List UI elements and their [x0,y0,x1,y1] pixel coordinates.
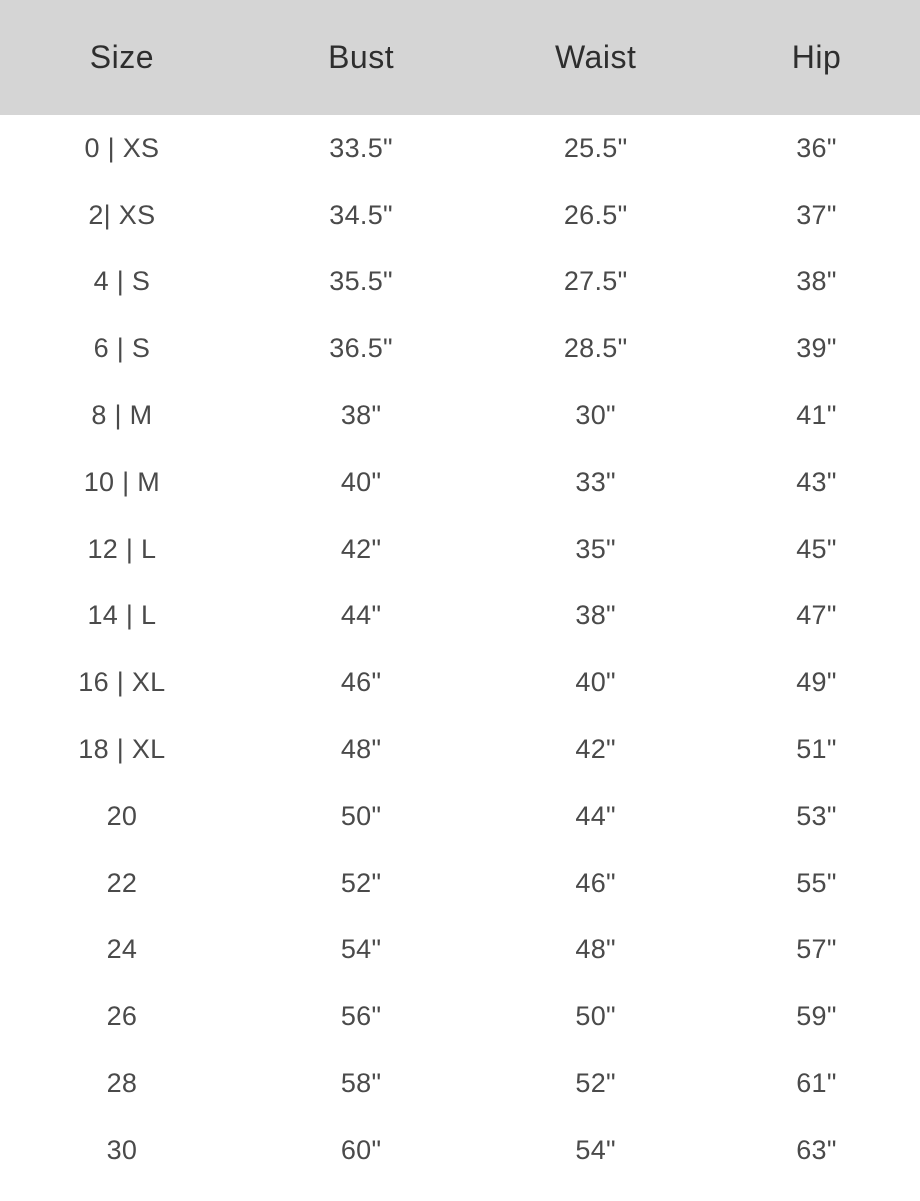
table-row [0,315,920,382]
cell-size: 24 [106,934,138,965]
cell-waist: 46" [575,867,616,898]
cell-waist: 26.5" [563,199,628,230]
cell-hip: 53" [796,800,837,831]
cell-waist: 38" [575,600,616,631]
cell-bust: 44" [340,600,382,631]
column-header-size: Size [89,39,155,75]
cell-size: 10 | M [83,466,161,497]
table-row [0,649,920,716]
cell-bust: 40" [340,466,382,497]
table-row [0,583,920,650]
table-row [0,1117,920,1184]
table-row [0,917,920,984]
cell-bust: 48" [340,734,382,765]
cell-size: 6 | S [93,333,151,364]
cell-bust: 38" [340,400,382,431]
cell-bust: 60" [340,1134,382,1165]
table-row [0,382,920,449]
cell-hip: 41" [796,400,837,431]
cell-hip: 59" [796,1001,837,1032]
column-header-waist: Waist [555,39,637,75]
table-row [0,716,920,783]
table-row [0,449,920,516]
table-row [0,516,920,583]
cell-bust: 36.5" [329,333,393,364]
cell-waist: 40" [575,667,616,698]
cell-waist: 52" [575,1068,616,1099]
cell-hip: 45" [796,533,837,564]
cell-hip: 37" [796,199,837,230]
cell-hip: 61" [796,1068,837,1099]
table-row [0,850,920,917]
cell-size: 12 | L [87,533,157,564]
cell-bust: 52" [340,867,382,898]
cell-size: 22 [106,867,138,898]
cell-bust: 33.5" [329,132,393,163]
cell-size: 4 | S [93,266,151,297]
cell-bust: 34.5" [329,199,393,230]
cell-size: 8 | M [91,400,153,431]
cell-hip: 63" [796,1134,837,1165]
cell-size: 2| XS [88,199,156,230]
cell-waist: 25.5" [563,132,628,163]
cell-hip: 43" [796,466,837,497]
table-row [0,1050,920,1117]
cell-size: 16 | XL [78,667,166,698]
table-row [0,182,920,249]
cell-size: 18 | XL [78,734,166,765]
cell-waist: 35" [575,533,616,564]
cell-size: 26 [106,1001,138,1032]
table-row [0,249,920,316]
table-header-row [0,0,920,115]
table-row [0,115,920,182]
cell-hip: 39" [796,333,837,364]
column-header-hip: Hip [791,39,842,75]
cell-hip: 57" [796,934,837,965]
cell-hip: 38" [796,266,837,297]
cell-size: 14 | L [87,600,157,631]
table-header [0,0,920,115]
table-row [0,783,920,850]
cell-hip: 47" [796,600,837,631]
cell-waist: 33" [575,466,616,497]
cell-bust: 50" [340,800,382,831]
cell-size: 0 | XS [84,132,160,163]
cell-hip: 55" [796,867,837,898]
cell-waist: 28.5" [563,333,628,364]
cell-bust: 58" [340,1068,382,1099]
cell-size: 30 [106,1134,138,1165]
table-body [0,115,920,1184]
cell-waist: 50" [575,1001,616,1032]
cell-size: 28 [106,1068,138,1099]
column-header-bust: Bust [328,39,395,75]
cell-hip: 49" [796,667,837,698]
table-row [0,983,920,1050]
cell-waist: 42" [575,734,616,765]
cell-waist: 44" [575,800,616,831]
cell-hip: 51" [796,734,837,765]
cell-size: 20 [106,800,138,831]
cell-waist: 27.5" [563,266,628,297]
cell-waist: 30" [575,400,616,431]
cell-bust: 56" [340,1001,382,1032]
cell-bust: 35.5" [329,266,393,297]
cell-waist: 54" [575,1134,616,1165]
cell-bust: 42" [340,533,382,564]
cell-bust: 54" [340,934,382,965]
cell-waist: 48" [575,934,616,965]
cell-hip: 36" [796,132,837,163]
cell-bust: 46" [340,667,382,698]
